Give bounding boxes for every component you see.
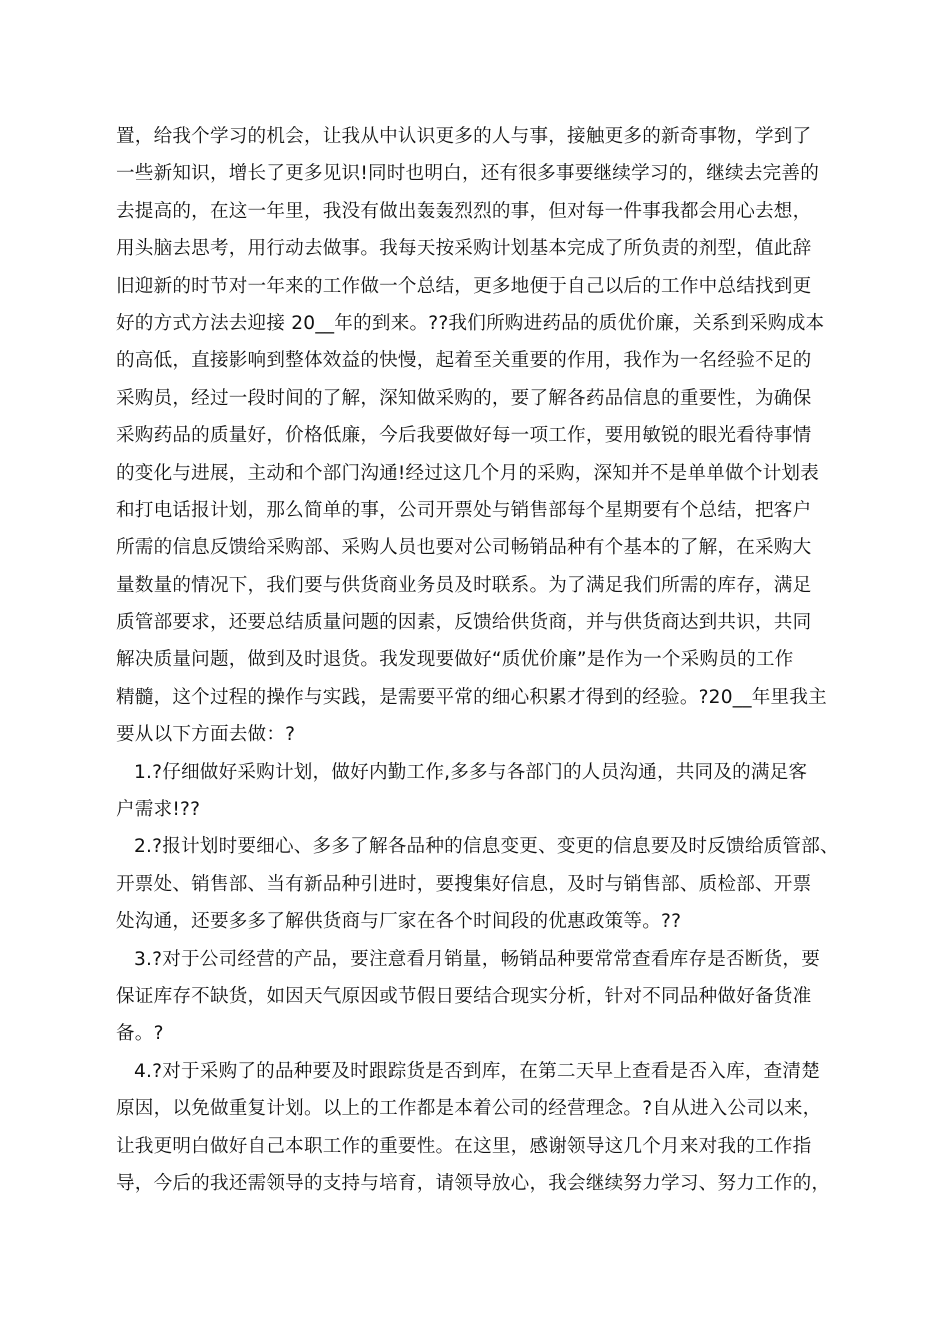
text-line: 开票处、销售部、当有新品种引进时，要搜集好信息，及时与销售部、质检部、开票 xyxy=(116,873,812,895)
text-line: 量数量的情况下，我们要与供货商业务员及时联系。为了满足我们所需的库存，满足 xyxy=(116,574,812,596)
document-body xyxy=(116,118,846,1202)
text-line: 保证库存不缺货，如因天气原因或节假日要结合现实分析，针对不同品种做好备货准 xyxy=(116,985,812,1007)
text-line: 旧迎新的时节对一年来的工作做一个总结，更多地便于自己以后的工作中总结找到更 xyxy=(116,275,812,297)
text-line: 1.?仔细做好采购计划，做好内勤工作,多多与各部门的人员沟通，共同及的满足客 xyxy=(134,761,808,783)
text-line: 2.?报计划时要细心、多多了解各品种的信息变更、变更的信息要及时反馈给质管部、 xyxy=(134,836,839,858)
text-line: 的变化与进展，主动和个部门沟通!经过这几个月的采购，深知并不是单单做个计划表 xyxy=(116,462,820,484)
text-line: 质管部要求，还要总结质量问题的因素，反馈给供货商，并与供货商达到共识，共同 xyxy=(116,612,812,634)
text-line: 要从以下方面去做：? xyxy=(116,724,296,746)
text-line: 用头脑去思考，用行动去做事。我每天按采购计划基本完成了所负责的剂型，值此辞 xyxy=(116,238,812,260)
text-line: 的高低，直接影响到整体效益的快慢，起着至关重要的作用，我作为一名经验不足的 xyxy=(116,350,812,372)
text-line: 4.?对于采购了的品种要及时跟踪货是否到库，在第二天早上查看是否入库，查清楚 xyxy=(134,1060,820,1082)
text-line: 备。? xyxy=(116,1023,164,1045)
text-line: 去提高的，在这一年里，我没有做出轰轰烈烈的事，但对每一件事我都会用心去想， xyxy=(116,200,812,222)
text-line: 好的方式方法去迎接 20__年的到来。??我们所购进药品的质优价廉，关系到采购成本 xyxy=(116,312,825,334)
text-line: 采购药品的质量好，价格低廉，今后我要做好每一项工作，要用敏锐的眼光看待事情 xyxy=(116,425,812,447)
text-line: 让我更明白做好自己本职工作的重要性。在这里，感谢领导这几个月来对我的工作指 xyxy=(116,1135,812,1157)
text-line: 原因，以免做重复计划。以上的工作都是本着公司的经营理念。?自从进入公司以来， xyxy=(116,1098,822,1120)
text-line: 采购员，经过一段时间的了解，深知做采购的，要了解各药品信息的重要性，为确保 xyxy=(116,387,812,409)
text-line: 一些新知识，增长了更多见识!同时也明白，还有很多事要继续学习的，继续去完善的 xyxy=(116,163,820,185)
text-line: 导，今后的我还需领导的支持与培育，请领导放心，我会继续努力学习、努力工作的， xyxy=(116,1172,831,1194)
text-line: 户需求!?? xyxy=(116,799,201,821)
text-line: 精髓，这个过程的操作与实践，是需要平常的细心积累才得到的经验。?20__年里我主 xyxy=(116,686,827,708)
text-line: 解决质量问题，做到及时退货。我发现要做好“质优价廉”是作为一个采购员的工作 xyxy=(116,649,794,671)
text-line: 置，给我个学习的机会，让我从中认识更多的人与事，接触更多的新奇事物，学到了 xyxy=(116,126,812,147)
text-line: 所需的信息反馈给采购部、采购人员也要对公司畅销品种有个基本的了解，在采购大 xyxy=(116,537,812,559)
text-line: 和打电话报计划，那么简单的事，公司开票处与销售部每个星期要有个总结，把客户 xyxy=(116,499,812,521)
text-line: 处沟通，还要多多了解供货商与厂家在各个时间段的优惠政策等。?? xyxy=(116,911,682,933)
text-line: 3.?对于公司经营的产品，要注意看月销量，畅销品种要常常查看库存是否断货，要 xyxy=(134,948,820,970)
